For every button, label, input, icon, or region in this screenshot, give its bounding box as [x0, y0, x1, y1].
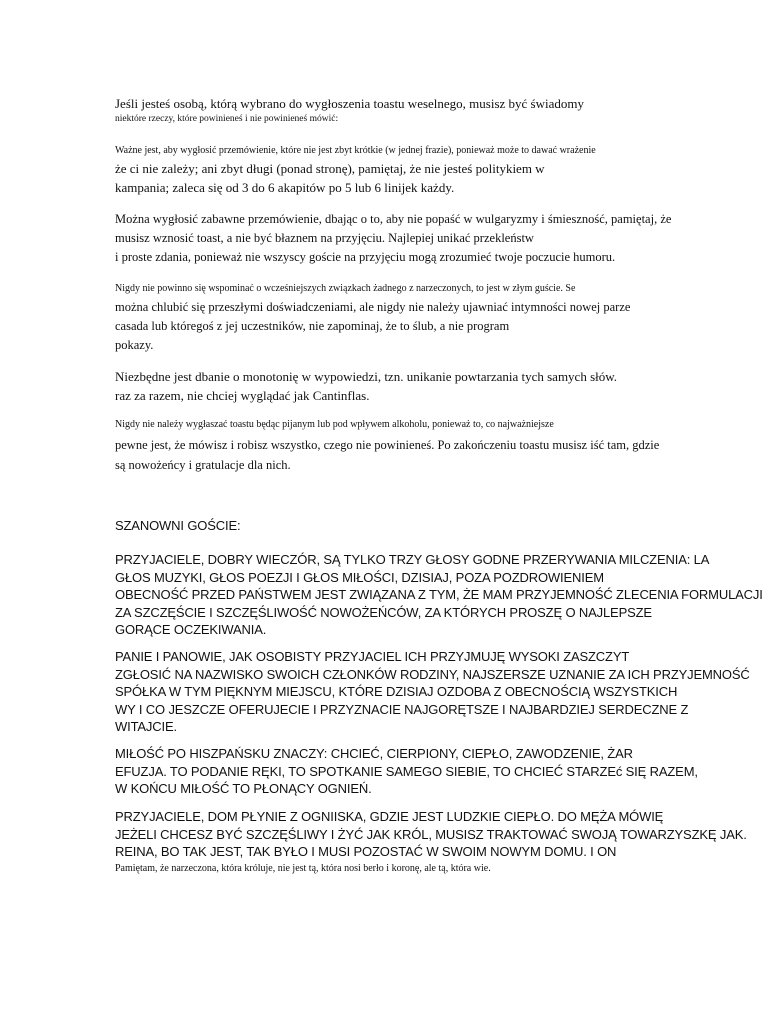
text-line: GŁOS MUZYKI, GŁOS POEZJI I GŁOS MIŁOŚCI, DZISIAJ, POZA POZDROWIENIEM	[115, 569, 604, 585]
text-line: GORĄCE OCZEKIWANIA.	[115, 622, 267, 638]
text-line: Można wygłosić zabawne przemówienie, dbając o to, aby nie popaść w wulgaryzmy i śmieszność, pamiętaj, że	[115, 212, 672, 226]
text-line: SZANOWNI GOŚCIE:	[115, 518, 241, 533]
text-line: musisz wznosić toast, a nie być błaznem na przyjęciu. Najlepiej unikać przekleństw	[115, 231, 534, 245]
speech-greeting	[115, 517, 240, 535]
text-line: JEŻELI CHCESZ BYĆ SZCZĘŚLIWY I ŻYĆ JAK KRÓL, MUSISZ TRAKTOWAĆ SWOJĄ TOWARZYSZKĘ JAK.	[115, 826, 747, 842]
text-line: SPÓŁKA W TYM PIĘKNYM MIEJSCU, KTÓRE DZISIAJ OZDOBA Z OBECNOŚCIĄ WSZYSTKICH	[115, 684, 678, 700]
text-line: Nigdy nie należy wygłaszać toastu będąc pijanym lub pod wpływem alkoholu, ponieważ to, co najważniejsze	[115, 419, 554, 430]
intro-paragraph-2	[115, 142, 715, 197]
text-line: casada lub któregoś z jej uczestników, nie zapominaj, że to ślub, a nie program	[115, 319, 510, 333]
speech-paragraph-4	[115, 808, 747, 876]
text-line: kampania; zaleca się od 3 do 6 akapitów po 5 lub 6 linijek każdy.	[115, 180, 455, 195]
speech-paragraph-3	[115, 745, 698, 798]
text-line: MIŁOŚĆ PO HISZPAŃSKU ZNACZY: CHCIEĆ, CIERPIONY, CIEPŁO, ZAWODZENIE, ŻAR	[115, 746, 633, 761]
text-line: są nowożeńcy i gratulacje dla nich.	[115, 458, 291, 472]
text-line: W KOŃCU MIŁOŚĆ TO PŁONĄCY OGNIEŃ.	[115, 781, 372, 797]
text-line: PANIE I PANOWIE, JAK OSOBISTY PRZYJACIEL ICH PRZYJMUJĘ WYSOKI ZASZCZYT	[115, 649, 630, 664]
intro-paragraph-6	[115, 415, 715, 475]
text-line: Niezbędne jest dbanie o monotonię w wypowiedzi, tzn. unikanie powtarzania tych samych słów.	[115, 369, 618, 384]
speech-closing: Pamiętam, że narzeczona, która króluje, nie jest tą, która nosi berło i koronę, ale tą, która wie.	[115, 862, 491, 874]
text-line: WITAJCIE.	[115, 719, 177, 735]
text-line: i proste zdania, ponieważ nie wszyscy goście na przyjęciu mogą zrozumieć twoje poczucie humoru.	[115, 250, 616, 264]
intro-paragraph-3	[115, 210, 715, 267]
text-line: ZA SZCZĘŚCIE I SZCZĘŚLIWOŚĆ NOWOŻEŃCÓW, ZA KTÓRYCH PROSZĘ O NAJLEPSZE	[115, 604, 652, 620]
text-line: można chlubić się przeszłymi doświadczeniami, ale nigdy nie należy ujawniać intymności nowej parze	[115, 300, 631, 314]
text-line: REINA, BO TAK JEST, TAK BYŁO I MUSI POZOSTAĆ W SWOIM NOWYM DOMU. I ON	[115, 844, 617, 860]
text-line: PRZYJACIELE, DOBRY WIECZÓR, SĄ TYLKO TRZY GŁOSY GODNE PRZERYWANIA MILCZENIA: LA	[115, 552, 710, 567]
text-line: EFUZJA. TO PODANIE RĘKI, TO SPOTKANIE SAMEGO SIEBIE, TO CHCIEĆ STARZEć SIĘ RAZEM,	[115, 763, 698, 779]
text-line: że ci nie zależy; ani zbyt długi (ponad stronę), pamiętaj, że nie jesteś politykiem w	[115, 161, 545, 176]
intro-paragraph-5	[115, 367, 715, 405]
text-line: pokazy.	[115, 338, 154, 352]
text-line: Jeśli jesteś osobą, którą wybrano do wygłoszenia toastu weselnego, musisz być świadomy	[115, 96, 584, 111]
text-line: WY I CO JESZCZE OFERUJECIE I PRZYZNACIE NAJGORĘTSZE I NAJBARDZIEJ SERDECZNE Z	[115, 701, 689, 717]
text-line: PRZYJACIELE, DOM PŁYNIE Z OGNIISKA, GDZIE JEST LUDZKIE CIEPŁO. DO MĘŻA MÓWIĘ	[115, 809, 664, 824]
intro-paragraph-1	[115, 94, 715, 125]
intro-paragraph-4	[115, 279, 715, 355]
speech-paragraph-2	[115, 648, 750, 736]
text-line: niektóre rzeczy, które powinieneś i nie powinieneś mówić:	[115, 114, 339, 124]
speech-paragraph-1	[115, 551, 763, 639]
text-line: raz za razem, nie chciej wyglądać jak Cantinflas.	[115, 388, 370, 403]
text-line: ZGŁOSIĆ NA NAZWISKO SWOICH CZŁONKÓW RODZINY, NAJSZERSZE UZNANIE ZA ICH PRZYJEMNOŚĆ	[115, 666, 750, 682]
text-line: Nigdy nie powinno się wspominać o wcześniejszych związkach żadnego z narzeczonych, to jest w złym guście. Se	[115, 283, 576, 294]
text-line: pewne jest, że mówisz i robisz wszystko, czego nie powinieneś. Po zakończeniu toastu musisz iść tam, gdzie	[115, 438, 660, 452]
text-line: OBECNOŚĆ PRZED PAŃSTWEM JEST ZWIĄZANA Z TYM, ŻE MAM PRZYJEMNOŚĆ ZLECENIA FORMULACJI	[115, 587, 763, 603]
text-line: Ważne jest, aby wygłosić przemówienie, które nie jest zbyt krótkie (w jednej frazie), ponieważ może to dawać wrażenie	[115, 145, 596, 156]
